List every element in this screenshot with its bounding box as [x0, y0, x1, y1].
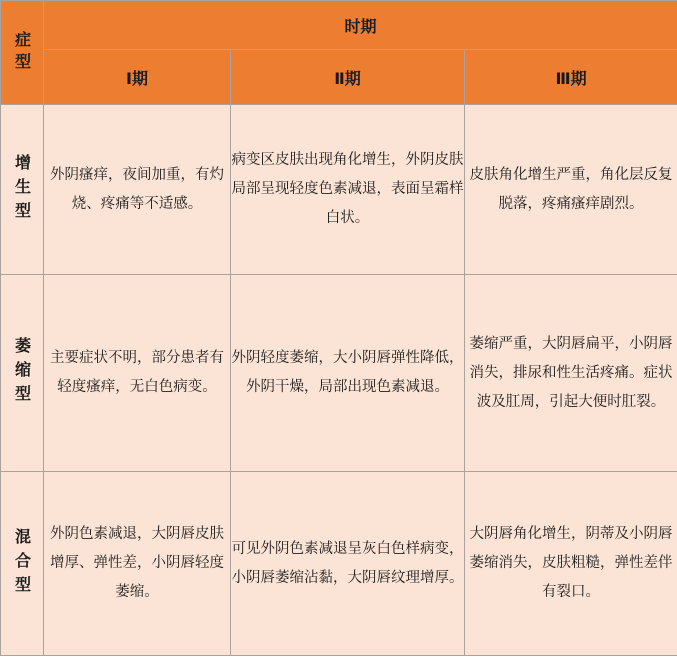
- header-row-stages: [1, 50, 677, 105]
- header-row-period: [1, 1, 677, 50]
- table-cell: 主要症状不明，部分患者有轻度瘙痒，无白色病变。: [44, 275, 231, 472]
- row-type-label: 混合型: [1, 472, 44, 656]
- table-cell: 外阴轻度萎缩，大小阴唇弹性降低，外阴干燥，局部出现色素减退。: [231, 275, 465, 472]
- period-header: 时期: [44, 1, 677, 50]
- row-type-label: 增生型: [1, 105, 44, 275]
- row-type-label: 萎缩型: [1, 275, 44, 472]
- stage-header-3: Ⅲ期: [465, 50, 677, 105]
- table-cell: 大阴唇角化增生，阴蒂及小阴唇萎缩消失，皮肤粗糙，弹性差伴有裂口。: [465, 472, 677, 656]
- table-cell: 萎缩严重，大阴唇扁平，小阴唇消失，排尿和性生活疼痛。症状波及肛周，引起大便时肛裂。: [465, 275, 677, 472]
- table-row: [1, 105, 677, 275]
- table-cell: 外阴瘙痒，夜间加重，有灼烧、疼痛等不适感。: [44, 105, 231, 275]
- table-cell: 外阴色素减退，大阴唇皮肤增厚、弹性差，小阴唇轻度萎缩。: [44, 472, 231, 656]
- table-cell: 病变区皮肤出现角化增生，外阴皮肤局部呈现轻度色素减退，表面呈霜样白状。: [231, 105, 465, 275]
- type-column-header: 症型: [1, 1, 44, 105]
- table-cell: 皮肤角化增生严重，角化层反复脱落，疼痛瘙痒剧烈。: [465, 105, 677, 275]
- table-cell: 可见外阴色素减退呈灰白色样病变，小阴唇萎缩沾黏，大阴唇纹理增厚。: [231, 472, 465, 656]
- stage-header-2: Ⅱ期: [231, 50, 465, 105]
- stage-header-1: Ⅰ期: [44, 50, 231, 105]
- table-row: [1, 472, 677, 656]
- table-row: [1, 275, 677, 472]
